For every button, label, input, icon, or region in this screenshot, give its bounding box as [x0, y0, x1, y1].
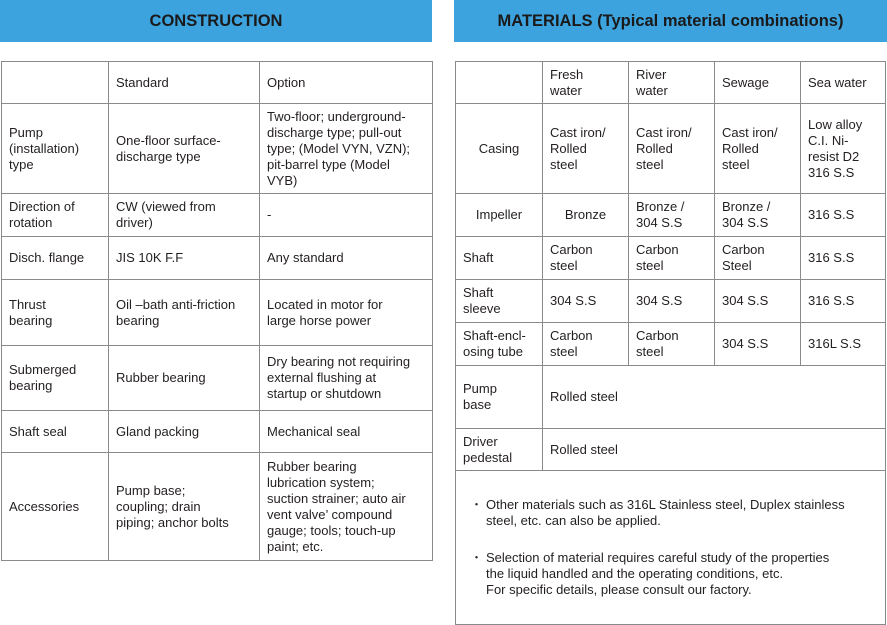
standard-cell: Oil –bath anti-friction bearing: [109, 280, 260, 346]
material-cell: Cast iron/ Rolled steel: [629, 104, 715, 194]
row-label: Shaft sleeve: [456, 280, 543, 323]
standard-cell: Pump base; coupling; drain piping; anchor bolts: [109, 453, 260, 561]
standard-cell: JIS 10K F.F: [109, 237, 260, 280]
table-row: [2, 280, 433, 346]
option-cell: Located in motor for large horse power: [260, 280, 433, 346]
material-cell: 304 S.S: [629, 280, 715, 323]
materials-title: MATERIALS (Typical material combinations): [454, 0, 887, 42]
option-cell: Mechanical seal: [260, 411, 433, 453]
row-label: Shaft seal: [2, 411, 109, 453]
material-cell: 304 S.S: [715, 280, 801, 323]
row-label: Submerged bearing: [2, 346, 109, 411]
note-text: Selection of material requires careful study of the properties the liquid handled and the operating conditions, etc. For specific details, please consult our factory.: [486, 550, 830, 597]
materials-table: [455, 61, 886, 625]
material-cell: 316L S.S: [801, 323, 886, 366]
option-cell: Two-floor; underground- discharge type; pull-out type; (Model VYN, VZN); pit-barrel type (Model VYB): [260, 104, 433, 194]
material-cell: 304 S.S: [543, 280, 629, 323]
material-cell: 316 S.S: [801, 237, 886, 280]
table-row: [2, 194, 433, 237]
material-cell: Rolled steel: [543, 366, 886, 429]
table-header-row: [2, 62, 433, 104]
material-cell: Rolled steel: [543, 429, 886, 471]
table-row: [2, 104, 433, 194]
standard-cell: One-floor surface- discharge type: [109, 104, 260, 194]
header-cell: [456, 62, 543, 104]
header-cell: Sea water: [801, 62, 886, 104]
header-cell: Option: [260, 62, 433, 104]
table-row: [456, 237, 886, 280]
option-cell: -: [260, 194, 433, 237]
bullet-icon: ・: [470, 497, 484, 512]
row-label: Pump base: [456, 366, 543, 429]
standard-cell: Rubber bearing: [109, 346, 260, 411]
standard-cell: Gland packing: [109, 411, 260, 453]
table-row: [456, 323, 886, 366]
table-row: [2, 237, 433, 280]
header-cell: River water: [629, 62, 715, 104]
material-cell: Bronze: [543, 194, 629, 237]
row-label: Shaft-encl- osing tube: [456, 323, 543, 366]
material-cell: Low alloy C.I. Ni- resist D2 316 S.S: [801, 104, 886, 194]
table-header-row: [456, 62, 886, 104]
row-label: Thrust bearing: [2, 280, 109, 346]
row-label: Accessories: [2, 453, 109, 561]
material-cell: Cast iron/ Rolled steel: [715, 104, 801, 194]
header-cell: Sewage: [715, 62, 801, 104]
material-cell: Carbon steel: [543, 323, 629, 366]
table-row: [456, 429, 886, 471]
bullet-icon: ・: [470, 550, 484, 565]
table-row: [456, 280, 886, 323]
material-cell: Carbon Steel: [715, 237, 801, 280]
material-cell: 304 S.S: [715, 323, 801, 366]
standard-cell: CW (viewed from driver): [109, 194, 260, 237]
construction-title: CONSTRUCTION: [0, 0, 432, 42]
header-cell: Fresh water: [543, 62, 629, 104]
row-label: Casing: [456, 104, 543, 194]
table-row: [456, 366, 886, 429]
material-cell: Bronze / 304 S.S: [629, 194, 715, 237]
table-row: [456, 104, 886, 194]
notes-cell: [456, 471, 886, 625]
material-cell: Carbon steel: [629, 323, 715, 366]
row-label: Pump (installation) type: [2, 104, 109, 194]
table-row: [2, 411, 433, 453]
option-cell: Dry bearing not requiring external flushing at startup or shutdown: [260, 346, 433, 411]
row-label: Direction of rotation: [2, 194, 109, 237]
header-cell: Standard: [109, 62, 260, 104]
material-cell: Cast iron/ Rolled steel: [543, 104, 629, 194]
table-row: [2, 453, 433, 561]
table-row: [2, 346, 433, 411]
material-cell: Carbon steel: [543, 237, 629, 280]
note-text: Other materials such as 316L Stainless steel, Duplex stainless steel, etc. can also be applied.: [486, 497, 845, 528]
material-cell: 316 S.S: [801, 194, 886, 237]
table-row: [456, 194, 886, 237]
option-cell: Any standard: [260, 237, 433, 280]
row-label: Driver pedestal: [456, 429, 543, 471]
header-cell: [2, 62, 109, 104]
row-label: Shaft: [456, 237, 543, 280]
option-cell: Rubber bearing lubrication system; suction strainer; auto air vent valve’ compound gauge; tools; touch-up paint; etc.: [260, 453, 433, 561]
note-item: [470, 497, 877, 529]
material-cell: Carbon steel: [629, 237, 715, 280]
note-item: [470, 550, 877, 598]
row-label: Impeller: [456, 194, 543, 237]
row-label: Disch. flange: [2, 237, 109, 280]
material-cell: Bronze / 304 S.S: [715, 194, 801, 237]
material-cell: 316 S.S: [801, 280, 886, 323]
construction-table: [1, 61, 433, 561]
notes-row: [456, 471, 886, 625]
